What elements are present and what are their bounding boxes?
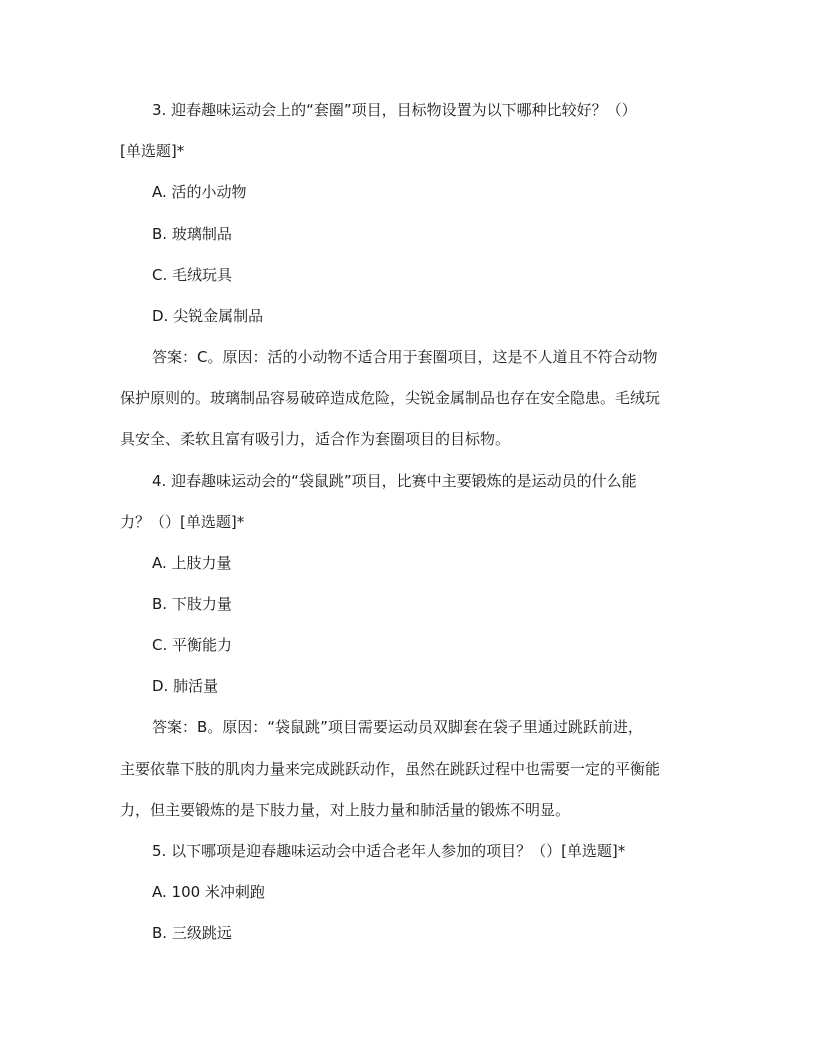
q4-option-d: D. 肺活量: [152, 677, 219, 695]
q3-option-c: C. 毛绒玩具: [152, 266, 233, 284]
q3-answer-line-2: 保护原则的。玻璃制品容易破碎造成危险，尖锐金属制品也存在安全隐患。毛绒玩: [120, 389, 661, 407]
q4-answer-line-1: 答案：B。原因：“袋鼠跳”项目需要运动员双脚套在袋子里通过跳跃前进，: [152, 718, 643, 736]
q4-stem-line-2: 力？（）[单选题]*: [120, 513, 245, 531]
q3-option-a: A. 活的小动物: [152, 183, 247, 201]
q4-option-a: A. 上肢力量: [152, 554, 232, 572]
q4-option-b: B. 下肢力量: [152, 595, 232, 613]
q4-answer-line-3: 力，但主要锻炼的是下肢力量，对上肢力量和肺活量的锻炼不明显。: [120, 801, 571, 819]
q4-stem-line-1: 4. 迎春趣味运动会的“袋鼠跳”项目，比赛中主要锻炼的是运动员的什么能: [152, 472, 637, 490]
q3-stem-line-2: [单选题]*: [120, 142, 185, 160]
q3-option-d: D. 尖锐金属制品: [152, 307, 264, 325]
q4-answer-line-2: 主要依靠下肢的肌肉力量来完成跳跃动作，虽然在跳跃过程中也需要一定的平衡能: [120, 760, 661, 778]
q3-answer-line-1: 答案：C。原因：活的小动物不适合用于套圈项目，这是不人道且不符合动物: [152, 348, 658, 366]
q4-option-c: C. 平衡能力: [152, 636, 233, 654]
q3-answer-line-3: 具安全、柔软且富有吸引力，适合作为套圈项目的目标物。: [120, 430, 511, 448]
q5-option-a: A. 100 米冲刺跑: [152, 883, 265, 901]
q5-stem-line-1: 5. 以下哪项是迎春趣味运动会中适合老年人参加的项目？（）[单选题]*: [152, 842, 626, 860]
q5-option-b: B. 三级跳远: [152, 924, 232, 942]
q3-option-b: B. 玻璃制品: [152, 225, 232, 243]
q3-stem-line-1: 3. 迎春趣味运动会上的“套圈”项目，目标物设置为以下哪种比较好？（）: [152, 101, 637, 119]
